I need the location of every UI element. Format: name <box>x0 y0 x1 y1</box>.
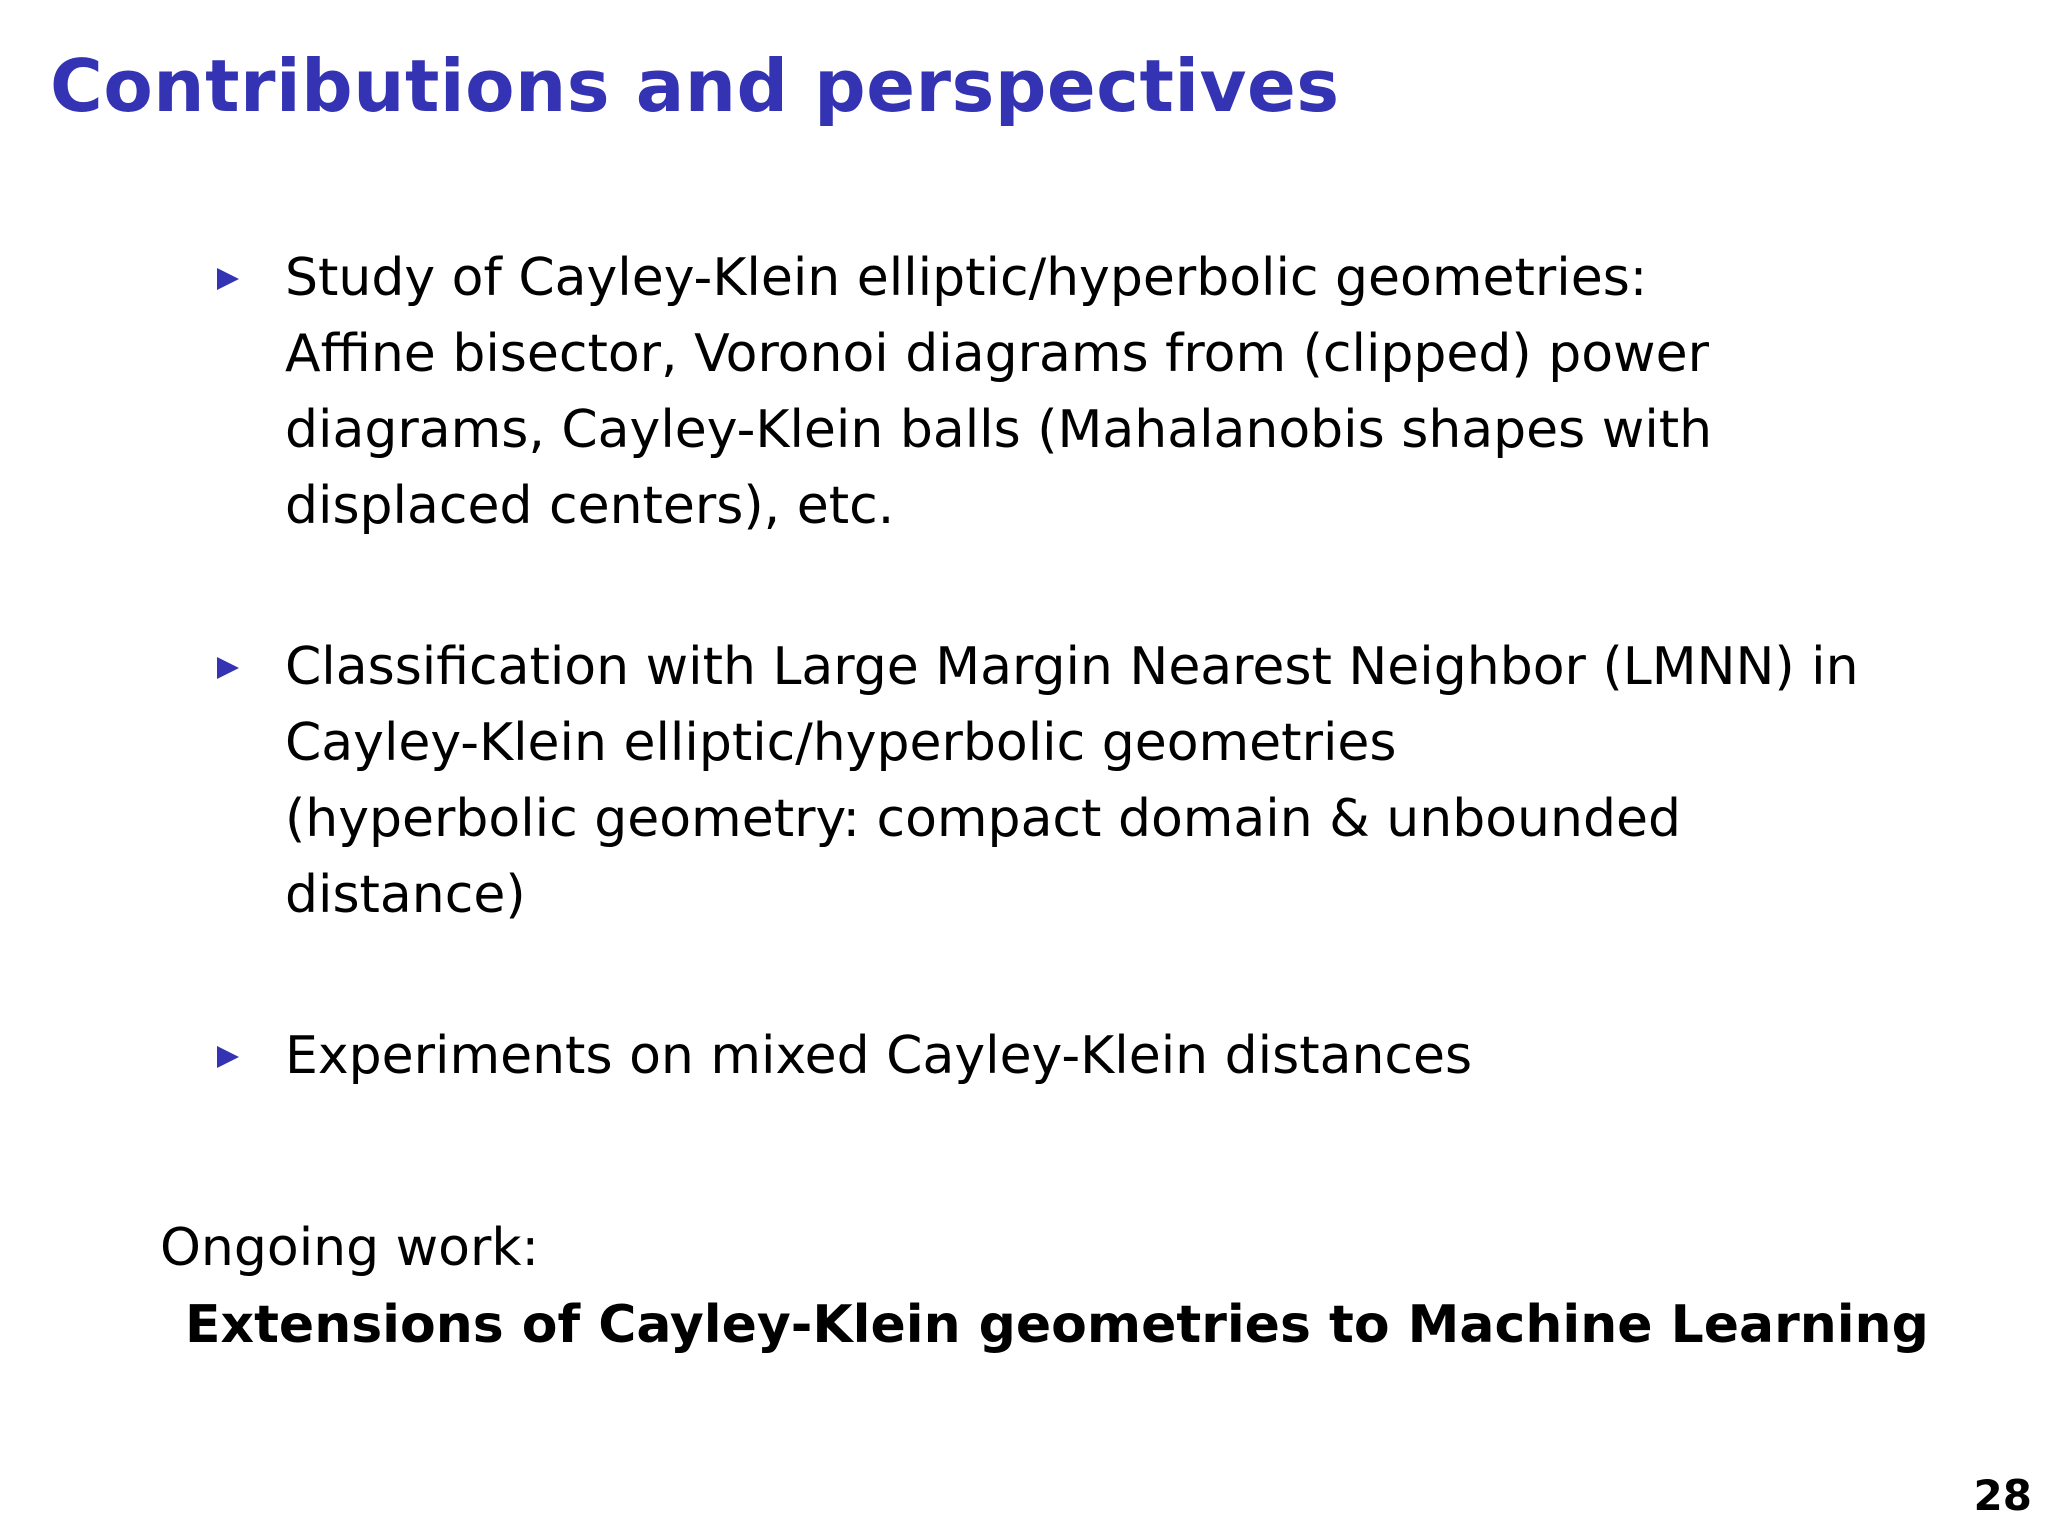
bullet-list <box>215 240 1935 1179</box>
slide-title: Contributions and perspectives <box>50 44 1340 128</box>
ongoing-work-label: Ongoing work: <box>160 1218 540 1278</box>
bullet-text: Classification with Large Margin Nearest Neighbor (LMNN) in Cayley-Klein elliptic/hyperbolic geometries (hyperbolic geometry: compact domain & unbounded distance) <box>285 637 1859 925</box>
triangle-right-icon <box>215 240 285 292</box>
triangle-right-icon <box>215 1018 285 1070</box>
ongoing-work-statement: Extensions of Cayley-Klein geometries to Machine Learning <box>185 1295 1929 1355</box>
bullet-text: Study of Cayley-Klein elliptic/hyperbolic geometries: Affine bisector, Voronoi diagrams from (clipped) power diagrams, Cayley-Klein balls (Mahalanobis shapes with displaced centers), etc. <box>285 248 1713 536</box>
bullet-item <box>215 629 1935 933</box>
page-number: 28 <box>1973 1471 2032 1520</box>
bullet-item <box>215 1018 1935 1094</box>
bullet-text: Experiments on mixed Cayley-Klein distances <box>285 1026 1473 1086</box>
bullet-item <box>215 240 1935 544</box>
triangle-right-icon <box>215 629 285 681</box>
